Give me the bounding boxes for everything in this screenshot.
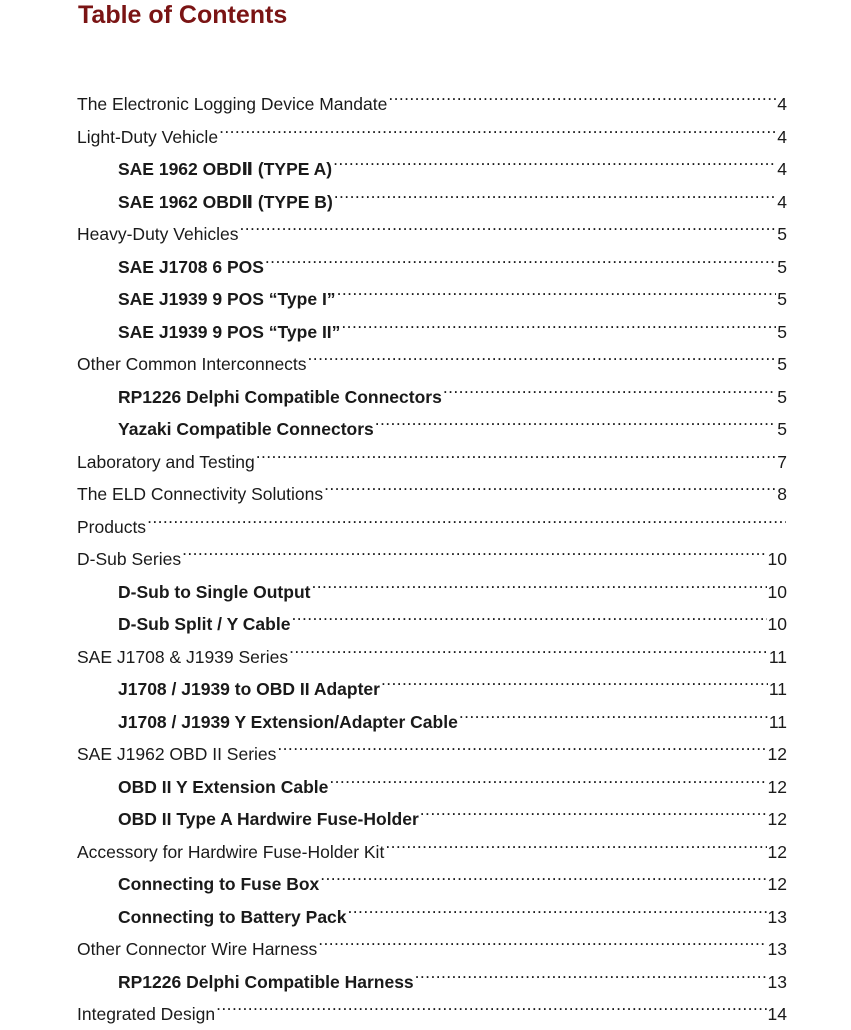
toc-entry-page: 13 <box>767 971 787 992</box>
toc-entry-page: 5 <box>777 224 787 244</box>
toc-entry-page: 11 <box>768 711 787 732</box>
toc-leader-dots <box>291 598 766 630</box>
toc-leader-dots <box>182 533 766 565</box>
toc-entry-page: 12 <box>767 841 787 862</box>
toc-entry-label: Products <box>77 516 147 537</box>
toc-entry-label: J1708 / J1939 to OBD II Adapter <box>118 679 380 699</box>
toc-entry[interactable] <box>77 436 787 472</box>
toc-entry-label: SAE 1962 OBDⅡ (TYPE B) <box>118 191 333 212</box>
toc-entry-label: Other Connector Wire Harness <box>77 939 318 959</box>
toc-entry-page: 5 <box>777 289 787 309</box>
toc-entry[interactable] <box>77 923 787 959</box>
toc-entry-page: 14 <box>767 1004 787 1024</box>
toc-leader-dots <box>420 793 767 825</box>
toc-leader-dots <box>256 436 777 468</box>
toc-leader-dots <box>334 176 776 208</box>
toc-entry-label: Accessory for Hardwire Fuse-Holder Kit <box>77 841 385 862</box>
toc-leader-dots <box>265 241 776 273</box>
toc-entry-label: The ELD Connectivity Solutions <box>77 484 324 504</box>
toc-entry[interactable] <box>118 793 787 829</box>
toc-entry-page: 10 <box>767 581 787 602</box>
toc-entry-page: 13 <box>767 906 787 927</box>
toc-leader-dots <box>239 208 776 240</box>
toc-entry[interactable] <box>77 78 787 114</box>
toc-entry[interactable] <box>118 663 787 699</box>
toc-leader-dots <box>348 891 767 923</box>
toc-entry-label: SAE J1962 OBD II Series <box>77 744 277 764</box>
toc-entry-page: 13 <box>767 939 787 959</box>
toc-entry-page: 11 <box>768 679 787 699</box>
toc-entry-label: Other Common Interconnects <box>77 354 307 374</box>
toc-entry[interactable] <box>77 501 787 537</box>
toc-entry-label: D-Sub to Single Output <box>118 581 311 602</box>
toc-entry-page: 5 <box>777 354 787 374</box>
toc-leader-dots <box>375 403 777 435</box>
toc-entry[interactable] <box>77 468 787 504</box>
toc-entry-page: 4 <box>777 126 787 147</box>
toc-entry-page: 10 <box>767 614 787 634</box>
toc-entry[interactable] <box>118 273 787 309</box>
toc-leader-dots <box>308 338 777 370</box>
toc-entry-label: D-Sub Split / Y Cable <box>118 614 291 634</box>
toc-leader-dots <box>333 143 776 175</box>
toc-entry[interactable] <box>77 631 787 667</box>
toc-leader-dots <box>147 501 786 533</box>
toc-entry-label: Heavy-Duty Vehicles <box>77 224 239 244</box>
toc-entry[interactable] <box>118 143 787 179</box>
toc-entry-page: 5 <box>777 321 787 342</box>
toc-leader-dots <box>277 728 766 760</box>
toc-entry[interactable] <box>118 858 787 894</box>
toc-entry[interactable] <box>118 891 787 927</box>
toc-leader-dots <box>337 273 777 305</box>
toc-entry-page: 5 <box>777 419 787 439</box>
page-title: Table of Contents <box>78 1 288 29</box>
toc-entry-label: SAE J1939 9 POS “Type I” <box>118 289 336 309</box>
toc-entry-page: 5 <box>777 386 787 407</box>
toc-leader-dots <box>415 956 767 988</box>
toc-leader-dots <box>324 468 776 500</box>
toc-entry-label: RP1226 Delphi Compatible Harness <box>118 971 414 992</box>
toc-entry[interactable] <box>118 371 787 407</box>
toc-leader-dots <box>289 631 768 663</box>
toc-entry[interactable] <box>77 338 787 374</box>
toc-leader-dots <box>388 78 776 110</box>
toc-entry-label: SAE 1962 OBDⅡ (TYPE A) <box>118 159 333 179</box>
toc-entry-label: J1708 / J1939 Y Extension/Adapter Cable <box>118 711 458 732</box>
toc-entry[interactable] <box>77 826 787 862</box>
toc-leader-dots <box>219 111 776 143</box>
toc-leader-dots <box>318 923 766 955</box>
toc-entry-page: 12 <box>767 744 787 764</box>
toc-entry[interactable] <box>77 111 787 147</box>
toc-entry[interactable] <box>118 566 787 602</box>
toc-entry-label: SAE J1708 & J1939 Series <box>77 646 289 667</box>
toc-entry-label: Connecting to Battery Pack <box>118 906 347 927</box>
toc-entry[interactable] <box>77 208 787 244</box>
toc-leader-dots <box>381 663 768 695</box>
toc-entry-page: 4 <box>777 94 787 114</box>
toc-entry-label: SAE J1708 6 POS <box>118 256 264 277</box>
toc-entry[interactable] <box>118 598 787 634</box>
toc-leader-dots <box>459 696 768 728</box>
toc-entry[interactable] <box>77 533 787 569</box>
toc-entry[interactable] <box>77 988 787 1024</box>
toc-entry[interactable] <box>77 728 787 764</box>
toc-entry-page: 12 <box>767 776 787 797</box>
toc-entry-page: 12 <box>767 809 787 829</box>
toc-entry-label: Integrated Design <box>77 1004 216 1024</box>
toc-entry-label: Yazaki Compatible Connectors <box>118 419 374 439</box>
toc-leader-dots <box>385 826 766 858</box>
toc-leader-dots <box>320 858 766 890</box>
toc-entry-label: D-Sub Series <box>77 549 182 569</box>
toc-entry-page: 5 <box>777 256 787 277</box>
toc-leader-dots <box>311 566 766 598</box>
toc-entry[interactable] <box>118 306 787 342</box>
toc-entry[interactable] <box>118 176 787 212</box>
toc-entry-page: 8 <box>777 484 787 504</box>
toc-entry-label: Laboratory and Testing <box>77 451 255 472</box>
toc-entry-page: 12 <box>767 874 787 894</box>
toc-leader-dots <box>216 988 766 1020</box>
toc-entry[interactable] <box>118 696 787 732</box>
toc-leader-dots <box>443 371 776 403</box>
toc-leader-dots <box>329 761 766 793</box>
toc-entry-label: The Electronic Logging Device Mandate <box>77 94 388 114</box>
toc-entry-label: OBD II Y Extension Cable <box>118 776 329 797</box>
toc-entry-page: 4 <box>777 191 787 212</box>
toc-entry-page: 10 <box>767 549 787 569</box>
toc-entry-label: Light-Duty Vehicle <box>77 126 219 147</box>
toc-entry-page: 4 <box>777 159 787 179</box>
toc-entry-label: RP1226 Delphi Compatible Connectors <box>118 386 442 407</box>
toc-entry[interactable] <box>118 241 787 277</box>
toc-entry-label: OBD II Type A Hardwire Fuse-Holder <box>118 809 419 829</box>
toc-leader-dots <box>341 306 776 338</box>
toc-entry[interactable] <box>118 761 787 797</box>
toc-entry-page: 11 <box>768 646 787 667</box>
toc-entry[interactable] <box>118 403 787 439</box>
toc-entry-page: 7 <box>777 451 787 472</box>
toc-entry-label: SAE J1939 9 POS “Type II” <box>118 321 341 342</box>
toc-entry-label: Connecting to Fuse Box <box>118 874 320 894</box>
toc-entry[interactable] <box>118 956 787 992</box>
